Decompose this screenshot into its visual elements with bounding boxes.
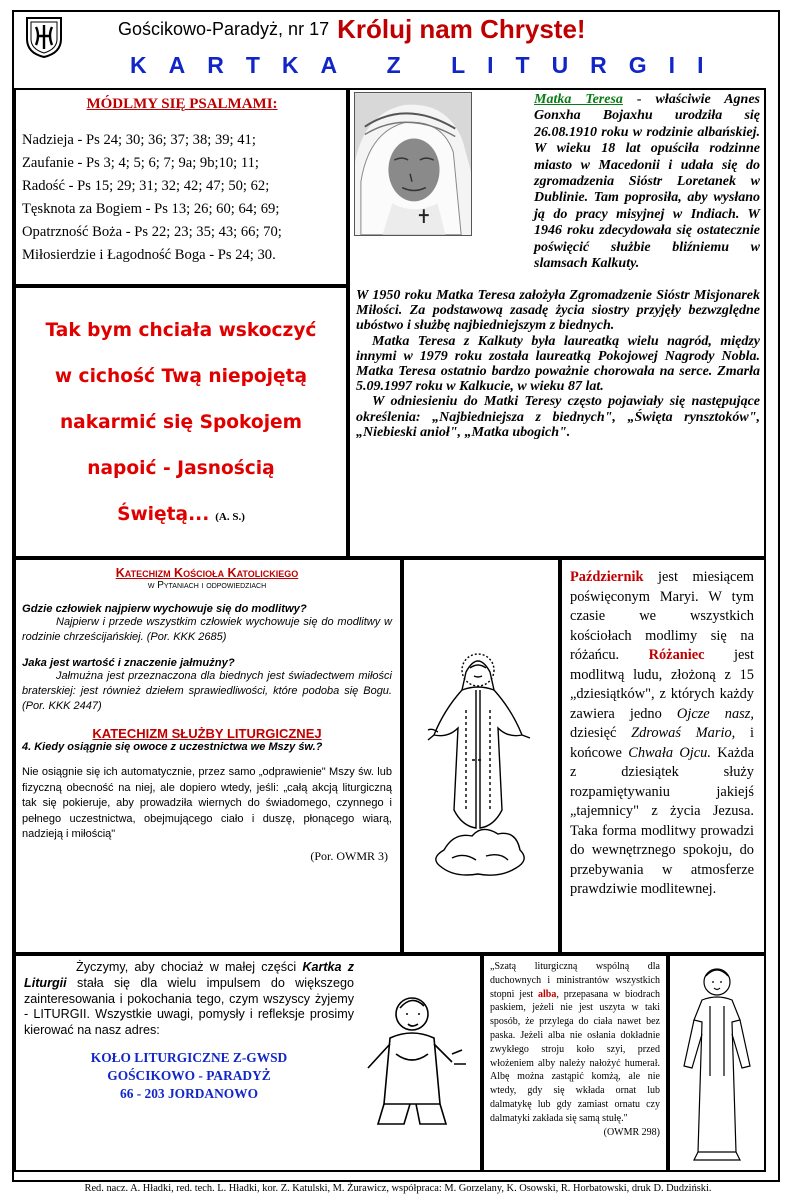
catechism-question: Gdzie człowiek najpierw wychowuje się do modlitwy? — [22, 603, 307, 615]
october-text: Każda z dziesiątek służy rozpamiętywaniu jakiejś „tajemnicy" z życia Jezusa. Taka forma modlitwy prowadzi do wewnętrznego spokoju, do przebywania w atmosferze prawdziwie modlitewnej. — [570, 744, 754, 897]
october-text: dziesięć — [570, 725, 632, 741]
teresa-name: Matka Teresa — [534, 92, 623, 107]
october-word: Październik — [570, 569, 644, 585]
alba-word: alba — [538, 988, 557, 1000]
wishes-text — [24, 960, 354, 1039]
catechism-subtitle: w Pytaniach i odpowiedziach — [147, 580, 267, 591]
poem-line: nakarmić się Spokojem — [59, 412, 303, 433]
catechism-question: Jaka jest wartość i znaczenie jałmużny? — [22, 657, 235, 669]
october-text: i końcowe — [570, 725, 754, 761]
liturgical-catechism-reference: (Por. OWMR 3) — [310, 848, 388, 863]
liturgical-catechism-answer: Nie osiągnie się ich automatycznie, przez samo „odprawienie" Mszy św. lub fizyczną obecność na niej, ale dopiero wtedy, jeśli: „całą akcją liturgiczną tak się pokieruje, aby prowadziła wiernych do świadomego, czynnego i pełnego uczestnictwa, obejmującego ciało i duszę, płonącego wiarą, nadzieją i miłością" — [22, 766, 392, 840]
teresa-paragraph: W 1950 roku Matka Teresa założyła Zgromadzenie Sióstr Misjonarek Miłości. Za podstawową zasadę życia siostry przyjęły bezwzględne ubóstwo i służbę najbiedniejszym z biednych. — [356, 288, 760, 334]
alba-text — [490, 960, 660, 1126]
poem-line: napoić - Jasnością — [87, 458, 275, 479]
poem-line: w cichość Twą niepojętą — [54, 366, 308, 387]
prayer-name: Chwała Ojcu. — [628, 744, 711, 761]
october-text: jest modlitwą ludu, złożoną z 15 „dziesiątków", z których każdy zawiera jedno — [570, 647, 754, 722]
psalm-line: Radość - Ps 15; 29; 31; 32; 42; 47; 50; 62; — [22, 178, 270, 194]
priest-in-alb-icon — [670, 956, 764, 1170]
wishes-publication: Kartka z Liturgii — [24, 960, 354, 990]
psalms-box — [14, 88, 348, 286]
wishes-box — [14, 954, 482, 1172]
poem-last-line — [16, 492, 346, 540]
address-line: 66 - 203 JORDANOWO — [120, 1085, 258, 1101]
rosary-word: Różaniec — [648, 647, 705, 663]
october-box — [560, 558, 766, 954]
prayer-name: Ojcze nasz, — [676, 705, 754, 722]
psalm-line: Nadzieja - Ps 24; 30; 36; 37; 38; 39; 41; — [22, 132, 256, 148]
virgin-mary-icon — [404, 560, 558, 952]
alba-segment: , przepasana w biodrach paskiem, jeżeli nie jest uszyta w taki sposób, że przylega do ciała nawet bez paska. Jeżeli alba nie osłania dokładnie zwykłego stroju koło szyi, przed włożeniem alby należy nałożyć humerał. Albę można zastąpić komżą, ale nie wtedy, gdy się wkłada ornat lub dalmatykę lub gdy zamiast ornatu czy dalmatyki zakłada się samą stułę." — [490, 988, 660, 1124]
poem-line: Świętą... — [117, 504, 210, 525]
catechism-box — [14, 558, 402, 954]
teresa-intro — [534, 92, 760, 272]
wishes-segment: stała się dla wielu impulsem do większego zainteresowania i pokochania tego, czym wszyscy żyjemy - LITURGII. Wszystkie uwagi, pomysły i refleksje prosimy kierować na nasz adres: — [24, 975, 354, 1038]
mother-teresa-photo — [354, 92, 472, 236]
poem-box — [14, 286, 348, 558]
altar-boy-icon — [360, 984, 478, 1134]
poem-line: Tak bym chciała wskoczyć — [45, 320, 317, 341]
teresa-intro-text: - właściwie Agnes Gonxha Bojaxhu urodziła się 26.08.1910 roku w rodzinie albańskiej. W wieku 18 lat opuściła rodzinne miasto w Macedonii i udała się do zgromadzenia Sióstr Loretanek w Dublinie. Tam poprosiła, aby wysłano ją do pracy misyjnej w Indiach. W 1946 roku zdecydowała się ostatecznie poświęcić służbie bliźniemu w slamsach Kalkuty. — [534, 92, 760, 272]
address-line: KOŁO LITURGICZNE Z-GWSD — [90, 1049, 288, 1065]
catechism-answer: Jałmużna jest przeznaczona dla biednych jest świadectwem miłości braterskiej: jest również dziełem sprawiedliwości, które podoba się Bogu. (Por. KKK 2447) — [22, 670, 392, 712]
header-place: Gościkowo-Paradyż, nr 17 — [118, 19, 330, 39]
mary-illustration-box — [402, 558, 560, 954]
alba-segment: „Szatą liturgiczną wspólną dla duchownych i ministrantów wszystkich stopni jest — [490, 961, 660, 1000]
psalm-line: Miłosierdzie i Łagodność Boga - Ps 24; 30. — [22, 247, 276, 263]
teresa-article — [356, 288, 760, 440]
psalm-line: Zaufanie - Ps 3; 4; 5; 6; 7; 9a; 9b;10; 11; — [22, 155, 259, 171]
header-title: Króluj nam Chryste! — [337, 14, 586, 44]
alba-reference: (OWMR 298) — [603, 1126, 660, 1138]
liturgical-catechism-title: KATECHIZM SŁUŻBY LITURGICZNEJ — [92, 726, 322, 741]
teresa-box — [348, 88, 766, 558]
header-subtitle: KARTKA Z LITURGII — [130, 52, 726, 78]
header-title-line — [118, 14, 718, 50]
alba-box — [482, 954, 668, 1172]
priest-illustration-box — [668, 954, 766, 1172]
liturgical-catechism-question: 4. Kiedy osiągnie się owoce z uczestnictwa we Mszy św.? — [22, 741, 323, 753]
address-line: GOŚCIKOWO - PARADYŻ — [107, 1067, 271, 1083]
october-text: jest miesiącem poświęconym Maryi. W tym czasie we wszystkich kościołach modlimy się na różańcu. — [570, 569, 754, 663]
psalms-title: MÓDLMY SIĘ PSALMAMI: — [86, 96, 278, 112]
wishes-segment: Życzymy, aby chociaż w małej części — [76, 960, 303, 974]
psalm-line: Opatrzność Boża - Ps 22; 23; 35; 43; 66; 70; — [22, 224, 282, 240]
prayer-name: Zdrowaś Mario, — [631, 725, 736, 741]
psalm-line: Tęsknota za Bogiem - Ps 13; 26; 60; 64; 69; — [22, 201, 280, 217]
contact-address — [24, 1049, 354, 1103]
teresa-paragraph: W odniesieniu do Matki Teresy często pojawiały się następujące określenia: „Najbiedniejsza z biednych", „Święta rynsztoków", „Niebieski anioł", „Matka ubogich". — [356, 394, 760, 440]
teresa-paragraph: Matka Teresa z Kalkuty była laureatką wielu nagród, między innymi w 1979 roku została laureatką Pokojowej Nagrody Nobla. Matka Teresa ostatnio bardzo poważnie chorowała na serce. Zmarła 5.09.1997 roku w Kalkucie, w wieku 87 lat. — [356, 333, 760, 395]
catechism-answer: Najpierw i przede wszystkim człowiek wychowuje się do modlitwy w rodzinie chrześcijańskiej. (Por. KKK 2685) — [22, 616, 392, 643]
poem-author: (A. S.) — [215, 511, 245, 523]
liturgical-emblem-icon — [24, 15, 64, 59]
catechism-title: Katechizm Kościoła Katolickiego — [115, 566, 299, 580]
footer-credits: Red. nacz. A. Hładki, red. tech. L. Hładki, kor. Z. Katulski, M. Żurawicz, współpraca: M. Gorzelany, K. Osowski, R. Horbatowski, druk D. Dudziński. — [84, 1183, 712, 1194]
